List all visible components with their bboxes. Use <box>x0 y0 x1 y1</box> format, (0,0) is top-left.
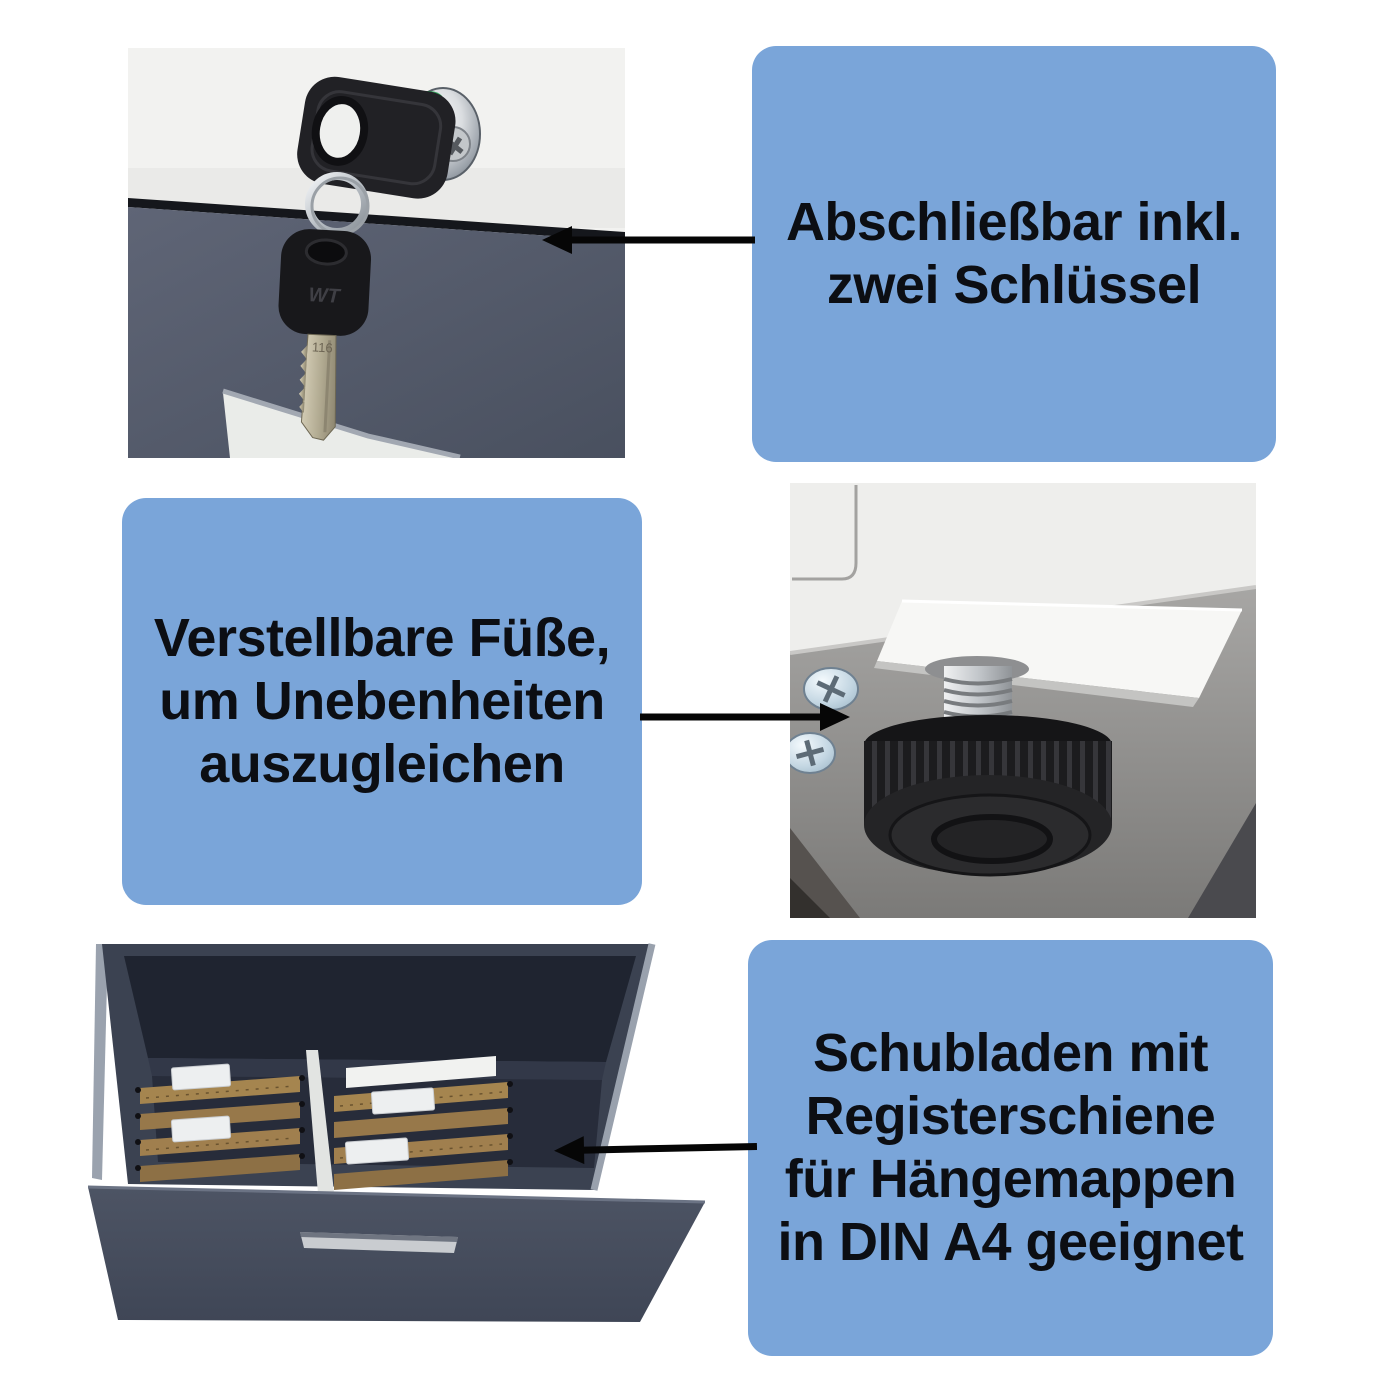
folder-label-tab <box>345 1138 408 1164</box>
phillips-screw-2 <box>790 733 835 773</box>
callout-drawer-box <box>748 940 1273 1356</box>
arrow-to-foot-photo-icon <box>640 697 852 737</box>
foot-photo <box>790 483 1256 918</box>
callout-lock-text <box>752 191 1276 317</box>
callout-drawer-line-2: Registerschiene <box>805 1086 1216 1146</box>
callout-drawer-text <box>748 1022 1273 1274</box>
callout-lock-line-2: zwei Schlüssel <box>826 255 1202 315</box>
callout-feet-line-1: Verstellbare Füße, <box>153 608 611 668</box>
key-brand-text: WT <box>307 284 341 308</box>
arrow-to-lock-photo-icon <box>540 220 755 260</box>
callout-feet-line-3: auszugleichen <box>199 734 565 794</box>
open-drawer-front <box>88 1187 705 1322</box>
callout-feet-box <box>122 498 642 905</box>
callout-drawer-line-3: für Hängemappen <box>784 1149 1237 1209</box>
adjustable-foot <box>864 715 1112 875</box>
callout-lock-box <box>752 46 1276 462</box>
callout-feet-line-2: um Unebenheiten <box>159 671 605 731</box>
arrow-to-drawer-photo-icon <box>552 1126 758 1172</box>
folder-label-tab <box>371 1088 434 1114</box>
callout-drawer-line-4: in DIN A4 geeignet <box>777 1212 1244 1272</box>
callout-drawer-line-1: Schubladen mit <box>812 1023 1209 1083</box>
callout-lock-line-1: Abschließbar inkl. <box>785 192 1243 252</box>
key-number-text: 116 <box>311 339 334 356</box>
folder-label-tab <box>171 1116 230 1142</box>
folder-label-tab <box>171 1064 230 1090</box>
foot-photo-svg <box>790 483 1256 918</box>
callout-feet-text <box>122 607 642 796</box>
